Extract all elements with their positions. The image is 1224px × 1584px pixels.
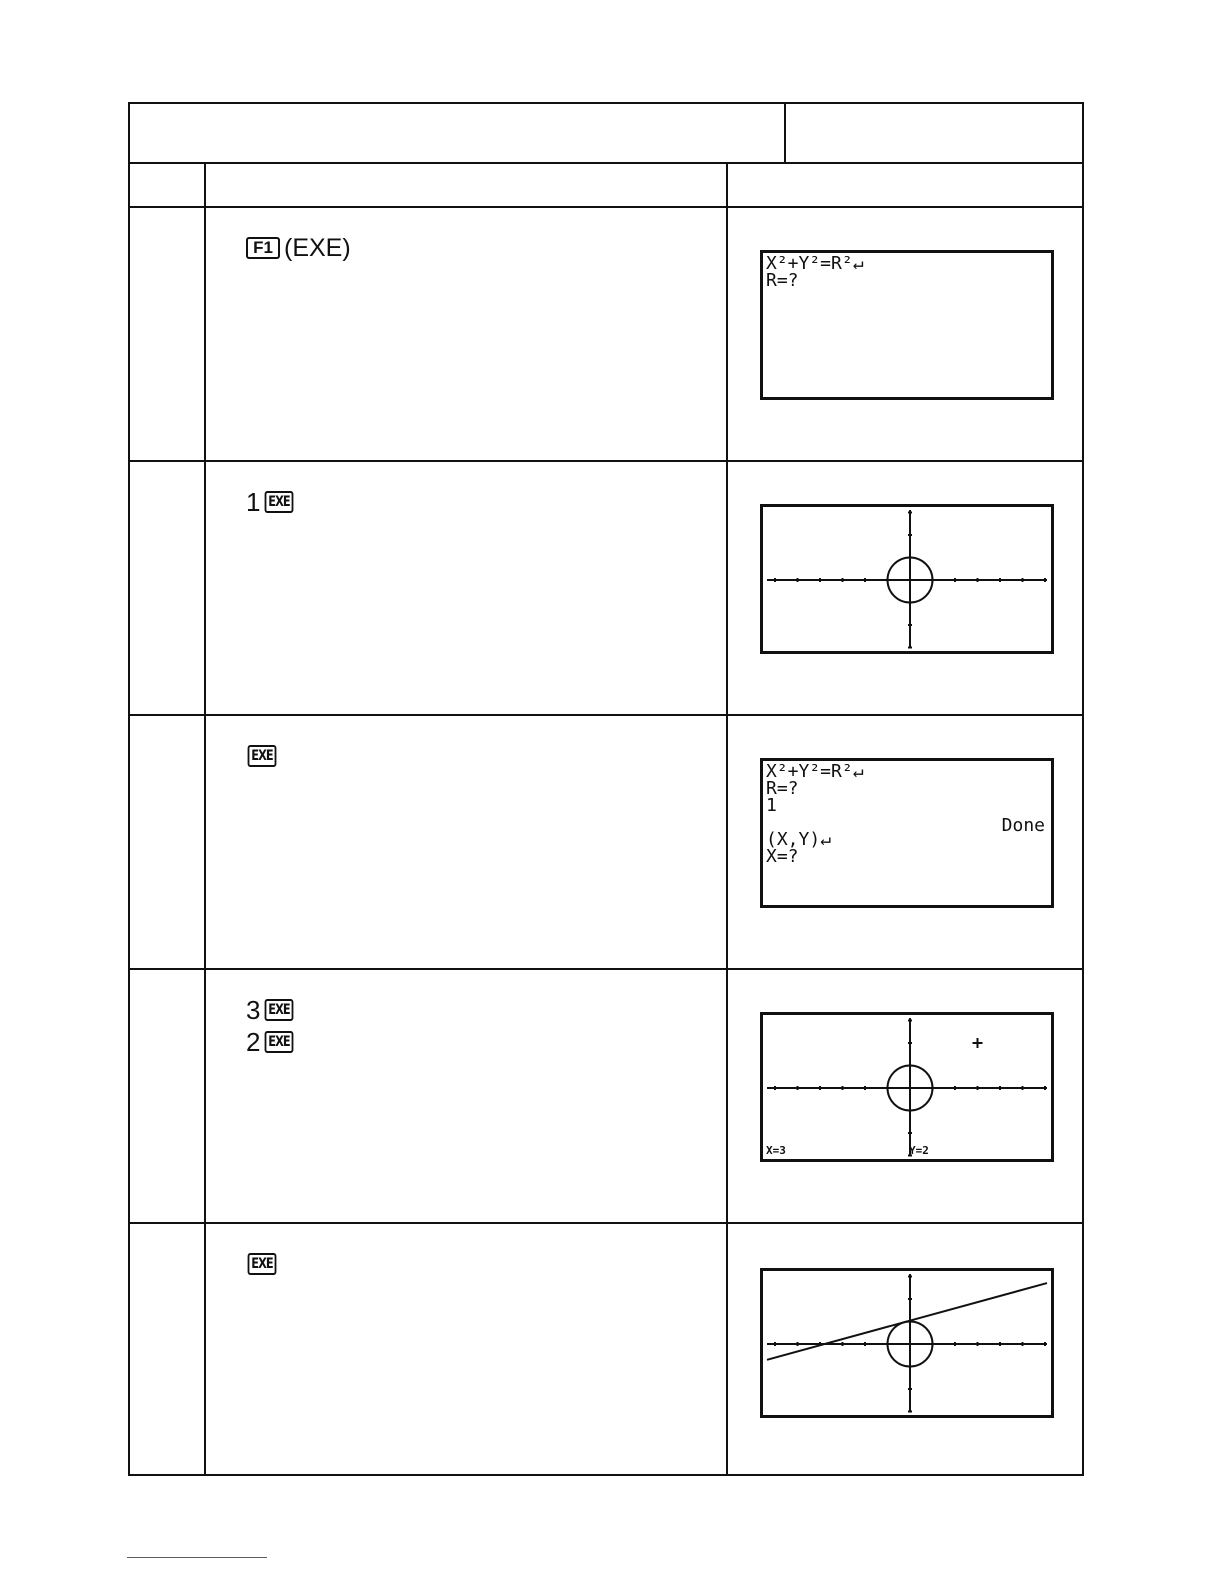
key-sequence xyxy=(246,486,295,518)
graph-canvas xyxy=(763,507,1051,651)
y-readout: Y=2 xyxy=(909,1144,929,1157)
exe-key-icon: EXE xyxy=(265,1031,294,1053)
table-header-columns-row xyxy=(130,162,1082,208)
f1-key-icon: F1 xyxy=(246,237,280,259)
screen-text: X²+Y²=R²↵ R=? xyxy=(766,253,864,291)
step-row-1 xyxy=(130,206,1082,462)
key-line xyxy=(246,994,295,1026)
graph-canvas xyxy=(763,1015,1051,1159)
key-sequence xyxy=(246,1248,278,1280)
exe-key-icon: EXE xyxy=(265,491,294,513)
key-line xyxy=(246,740,278,772)
tangent-line xyxy=(767,1283,1047,1360)
key-annotation: (EXE) xyxy=(284,233,351,262)
graph-screen xyxy=(760,504,1054,654)
calculator-screen xyxy=(760,758,1054,908)
key-line xyxy=(246,486,295,518)
step-row-5 xyxy=(130,1222,1082,1474)
key-line xyxy=(246,1026,295,1058)
instruction-table xyxy=(128,102,1084,1476)
key-number: 3 xyxy=(246,995,261,1025)
graph-screen xyxy=(760,1012,1054,1162)
exe-key-icon: EXE xyxy=(248,1253,277,1275)
key-number: 1 xyxy=(246,487,261,517)
key-sequence xyxy=(246,994,295,1058)
x-readout: X=3 xyxy=(766,1144,786,1157)
key-number: 2 xyxy=(246,1027,261,1057)
key-sequence xyxy=(246,740,278,772)
step-row-2 xyxy=(130,460,1082,716)
key-sequence xyxy=(246,232,351,264)
footer-rule xyxy=(127,1557,267,1558)
step-row-4 xyxy=(130,968,1082,1224)
exe-key-icon: EXE xyxy=(248,745,277,767)
table-header-title-row xyxy=(130,104,1082,164)
graph-canvas xyxy=(763,1271,1051,1415)
key-line xyxy=(246,1248,278,1280)
header-divider xyxy=(784,104,786,162)
step-row-3 xyxy=(130,714,1082,970)
calculator-screen xyxy=(760,250,1054,400)
exe-key-icon: EXE xyxy=(265,999,294,1021)
done-label: Done xyxy=(1001,815,1045,836)
graph-screen xyxy=(760,1268,1054,1418)
screen-text: X²+Y²=R²↵ R=? 1 (X,Y)↵ X=? xyxy=(766,761,864,867)
key-line xyxy=(246,232,351,264)
